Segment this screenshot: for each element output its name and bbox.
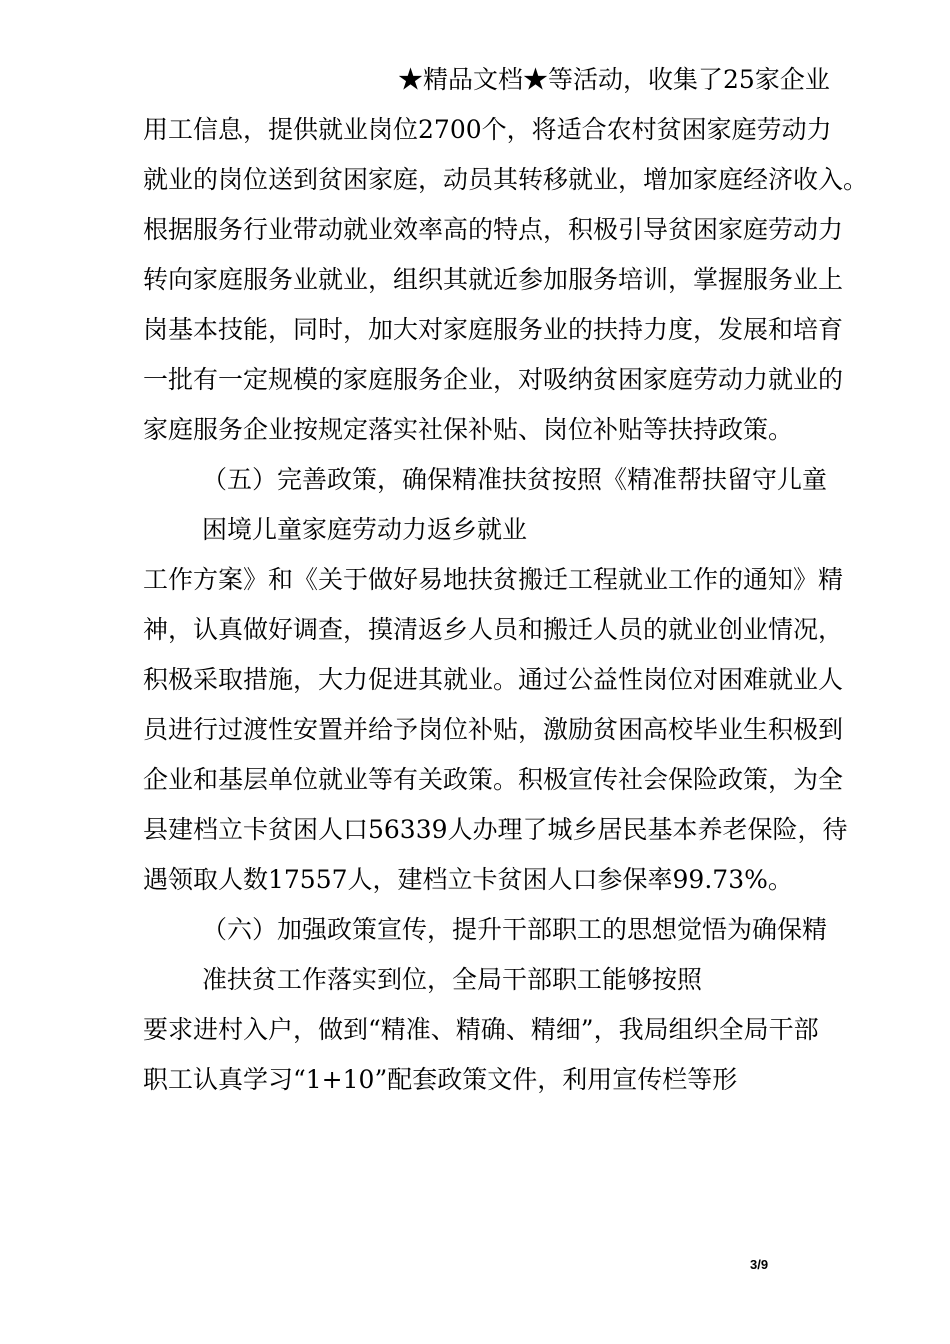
text-line: 员进行过渡性安置并给予岗位补贴，激励贫困高校毕业生积极到 [143, 715, 844, 744]
text-line: 转向家庭服务业就业，组织其就近参加服务培训，掌握服务业上 [143, 265, 844, 294]
text-line: 用工信息，提供就业岗位2700个，将适合农村贫困家庭劳动力 [143, 115, 832, 144]
section-heading: 准扶贫工作落实到位，全局干部职工能够按照 [202, 965, 703, 994]
text-line: 工作方案》和《关于做好易地扶贫搬迁工程就业工作的通知》精 [143, 565, 844, 594]
text-line: 遇领取人数17557人，建档立卡贫困人口参保率99.73%。 [143, 865, 793, 894]
text-line: 一批有一定规模的家庭服务企业，对吸纳贫困家庭劳动力就业的 [143, 365, 844, 394]
section-heading: （六）加强政策宣传，提升干部职工的思想觉悟为确保精 [202, 915, 828, 944]
page-number: 3/9 [750, 1257, 769, 1272]
section-heading: 困境儿童家庭劳动力返乡就业 [202, 515, 528, 544]
text-line: ★精品文档★等活动，收集了25家企业 [398, 65, 830, 94]
text-line: 要求进村入户，做到“精准、精确、精细”，我局组织全局干部 [143, 1015, 819, 1044]
text-line: 就业的岗位送到贫困家庭，动员其转移就业，增加家庭经济收入。 [143, 165, 869, 194]
text-line: 岗基本技能，同时，加大对家庭服务业的扶持力度，发展和培育 [143, 315, 844, 344]
text-line: 积极采取措施，大力促进其就业。通过公益性岗位对困难就业人 [143, 665, 844, 694]
text-line: 职工认真学习“1+10”配套政策文件，利用宣传栏等形 [143, 1065, 738, 1094]
text-line: 企业和基层单位就业等有关政策。积极宣传社会保险政策，为全 [143, 765, 844, 794]
text-line: 神，认真做好调查，摸清返乡人员和搬迁人员的就业创业情况， [143, 615, 844, 644]
text-line: 县建档立卡贫困人口56339人办理了城乡居民基本养老保险，待 [143, 815, 848, 844]
text-line: 根据服务行业带动就业效率高的特点，积极引导贫困家庭劳动力 [143, 215, 844, 244]
section-heading: （五）完善政策，确保精准扶贫按照《精准帮扶留守儿童 [202, 465, 828, 494]
text-line: 家庭服务企业按规定落实社保补贴、岗位补贴等扶持政策。 [143, 415, 794, 444]
